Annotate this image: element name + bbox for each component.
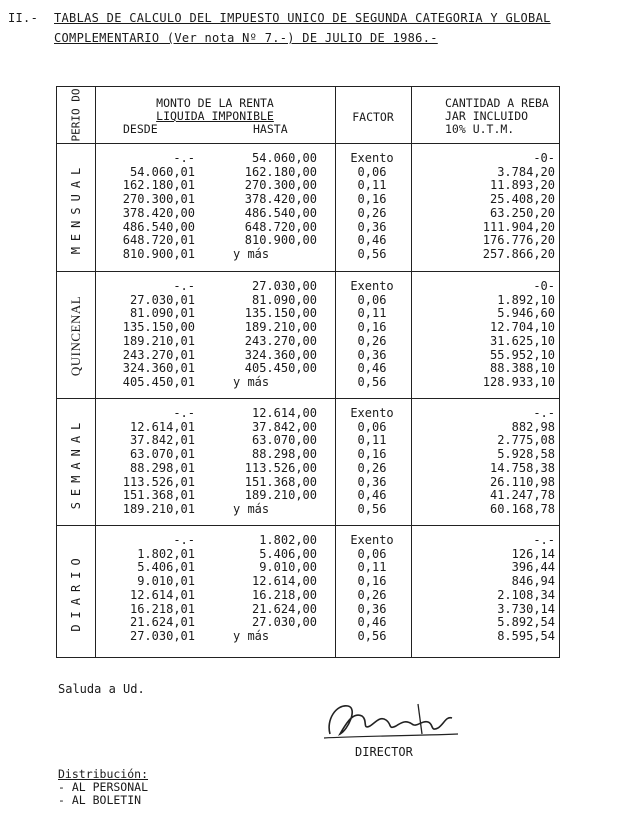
- cell-desde: 21.624,01: [129, 615, 195, 630]
- section-label: [57, 145, 95, 271]
- cell-factor: Exento: [350, 279, 394, 293]
- tax-table: [56, 86, 560, 658]
- cell-desde: 27.030,01: [129, 628, 195, 643]
- cell-cantidad: 257.866,20: [482, 246, 555, 261]
- cell-factor: 0,16: [357, 574, 387, 589]
- cell-factor: 0,36: [357, 219, 387, 234]
- cell-desde: 63.070,01: [129, 447, 195, 462]
- heading-line-1: [8, 8, 626, 28]
- cell-hasta: 81.090,00: [251, 292, 317, 307]
- cell-factor: 0,11: [357, 306, 387, 321]
- header-desde: DESDE: [123, 122, 158, 136]
- header-hasta: HASTA: [253, 122, 288, 136]
- cell-cantidad: 5.892,54: [497, 615, 555, 630]
- cell-cantidad: 5.946,60: [497, 306, 555, 321]
- cell-desde: 189.210,01: [122, 501, 195, 516]
- header-cantidad-line-1: CANTIDAD A REBA: [445, 96, 549, 110]
- cell-factor: 0,16: [357, 447, 387, 462]
- cell-cantidad: 176.776,20: [482, 233, 555, 248]
- cell-cantidad: 2.775,08: [497, 433, 555, 448]
- cell-cantidad: 1.892,10: [497, 292, 555, 307]
- cell-factor: 0,16: [357, 192, 387, 207]
- cell-desde: 324.360,01: [122, 361, 195, 376]
- cell-desde: -.-: [173, 279, 195, 293]
- divider-factor: [411, 87, 412, 657]
- cell-factor: 0,36: [357, 347, 387, 362]
- cell-hasta: 12.614,00: [251, 574, 317, 589]
- cell-hasta: 405.450,00: [244, 361, 317, 376]
- handwritten-signature: [318, 690, 468, 746]
- cell-factor: 0,46: [357, 615, 387, 630]
- header-periodo: [57, 87, 95, 143]
- cell-factor: 0,16: [357, 320, 387, 335]
- cell-cantidad: 111.904,20: [482, 219, 555, 234]
- distribution: [58, 768, 148, 807]
- cell-factor: 0,06: [357, 292, 387, 307]
- header-cantidad-line-3: 10% U.T.M.: [445, 122, 515, 136]
- header-cantidad: [411, 97, 561, 136]
- section-label-text: MENSUAL: [69, 161, 83, 255]
- cell-hasta: 189.210,00: [244, 320, 317, 335]
- cell-cantidad: 25.408,20: [489, 192, 555, 207]
- cell-hasta: 5.406,00: [259, 546, 317, 561]
- greeting: Saluda a Ud.: [58, 682, 145, 696]
- cell-hasta: 21.624,00: [251, 601, 317, 616]
- cell-factor: 0,56: [357, 246, 387, 261]
- cell-hasta: 16.218,00: [251, 587, 317, 602]
- cell-hasta: 37.842,00: [251, 419, 317, 434]
- cell-hasta: 135.150,00: [244, 306, 317, 321]
- cell-desde: 12.614,01: [129, 419, 195, 434]
- distribution-item: - AL PERSONAL: [58, 780, 149, 794]
- cell-hasta: 151.368,00: [244, 474, 317, 489]
- distribution-item: - AL BOLETIN: [58, 793, 142, 807]
- section-label-text: QUINCENAL: [68, 295, 83, 376]
- cell-desde: 486.540,00: [122, 219, 195, 234]
- cell-cantidad: 3.730,14: [497, 601, 555, 616]
- cell-hasta: 1.802,00: [259, 533, 317, 547]
- cell-cantidad: 882,98: [511, 419, 555, 434]
- cell-factor: Exento: [350, 406, 394, 420]
- cell-factor: 0,46: [357, 361, 387, 376]
- section-label-text: DIARIO: [69, 552, 83, 632]
- cell-cantidad: 41.247,78: [489, 488, 555, 503]
- cell-desde: 54.060,01: [129, 164, 195, 179]
- header-monto: [95, 97, 335, 136]
- cell-cantidad: 126,14: [511, 546, 555, 561]
- cell-desde: 9.010,01: [137, 574, 195, 589]
- cell-desde: -.-: [173, 151, 195, 165]
- cell-hasta: y más: [233, 374, 270, 389]
- cell-factor: Exento: [350, 151, 394, 165]
- cell-hasta: 270.300,00: [244, 178, 317, 193]
- cell-hasta: y más: [233, 246, 270, 261]
- cell-desde: 405.450,01: [122, 374, 195, 389]
- cell-hasta: 486.540,00: [244, 205, 317, 220]
- cell-hasta: 189.210,00: [244, 488, 317, 503]
- cell-factor: 0,56: [357, 501, 387, 516]
- cell-cantidad: 88.388,10: [489, 361, 555, 376]
- cell-factor: 0,11: [357, 560, 387, 575]
- cell-factor: 0,26: [357, 333, 387, 348]
- cell-factor: 0,06: [357, 164, 387, 179]
- header-desde-hasta: [95, 123, 335, 136]
- cell-factor: 0,26: [357, 460, 387, 475]
- cell-cantidad: 128.933,10: [482, 374, 555, 389]
- heading-title-line-1: TABLAS DE CALCULO DEL IMPUESTO UNICO DE SEGUNDA CATEGORIA Y GLOBAL: [54, 11, 551, 25]
- cell-hasta: 378.420,00: [244, 192, 317, 207]
- document-heading: [8, 8, 626, 48]
- cell-cantidad: 2.108,34: [497, 587, 555, 602]
- cell-cantidad: 63.250,20: [489, 205, 555, 220]
- cell-desde: 113.526,01: [122, 474, 195, 489]
- section-label-text: SEMANAL: [69, 416, 83, 509]
- cell-hasta: 27.030,00: [251, 279, 317, 293]
- cell-hasta: 113.526,00: [244, 460, 317, 475]
- cell-hasta: 324.360,00: [244, 347, 317, 362]
- cell-desde: 12.614,01: [129, 587, 195, 602]
- cell-desde: 810.900,01: [122, 246, 195, 261]
- section-label: [57, 400, 95, 525]
- section-label: [57, 527, 95, 657]
- header-cantidad-line-2: JAR INCLUIDO: [445, 109, 529, 123]
- cell-desde: 81.090,01: [129, 306, 195, 321]
- cell-desde: 162.180,01: [122, 178, 195, 193]
- section-number: II.-: [8, 11, 39, 25]
- cell-factor: 0,26: [357, 587, 387, 602]
- cell-hasta: 243.270,00: [244, 333, 317, 348]
- header-periodo-label: PERIO DO: [69, 88, 83, 142]
- cell-hasta: y más: [233, 501, 270, 516]
- cell-cantidad: 55.952,10: [489, 347, 555, 362]
- cell-hasta: 648.720,00: [244, 219, 317, 234]
- cell-desde: -.-: [173, 406, 195, 420]
- cell-desde: 88.298,01: [129, 460, 195, 475]
- cell-factor: 0,06: [357, 419, 387, 434]
- cell-factor: 0,46: [357, 233, 387, 248]
- cell-desde: 37.842,01: [129, 433, 195, 448]
- cell-hasta: 9.010,00: [259, 560, 317, 575]
- cell-desde: 135.150,00: [122, 320, 195, 335]
- cell-cantidad: 846,94: [511, 574, 555, 589]
- cell-desde: 378.420,00: [122, 205, 195, 220]
- divider-section-2: [57, 398, 559, 399]
- cell-factor: 0,56: [357, 374, 387, 389]
- cell-hasta: 54.060,00: [251, 151, 317, 165]
- cell-desde: 270.300,01: [122, 192, 195, 207]
- cell-cantidad: -.-: [533, 406, 555, 420]
- divider-header: [57, 143, 559, 144]
- cell-factor: 0,56: [357, 628, 387, 643]
- cell-hasta: 63.070,00: [251, 433, 317, 448]
- cell-desde: 5.406,01: [137, 560, 195, 575]
- cell-cantidad: -0-: [533, 279, 555, 293]
- cell-desde: 27.030,01: [129, 292, 195, 307]
- cell-hasta: 810.900,00: [244, 233, 317, 248]
- cell-factor: 0,11: [357, 433, 387, 448]
- cell-desde: 151.368,01: [122, 488, 195, 503]
- cell-desde: 16.218,01: [129, 601, 195, 616]
- cell-cantidad: 11.893,20: [489, 178, 555, 193]
- cell-cantidad: 60.168,78: [489, 501, 555, 516]
- cell-cantidad: 5.928,58: [497, 447, 555, 462]
- cell-desde: 648.720,01: [122, 233, 195, 248]
- cell-cantidad: 8.595,54: [497, 628, 555, 643]
- cell-factor: Exento: [350, 533, 394, 547]
- cell-hasta: 162.180,00: [244, 164, 317, 179]
- cell-cantidad: -0-: [533, 151, 555, 165]
- header-factor: FACTOR: [352, 110, 394, 124]
- cell-factor: 0,36: [357, 601, 387, 616]
- cell-desde: 1.802,01: [137, 546, 195, 561]
- cell-factor: 0,36: [357, 474, 387, 489]
- cell-hasta: 12.614,00: [251, 406, 317, 420]
- cell-cantidad: 3.784,20: [497, 164, 555, 179]
- divider-section-3: [57, 525, 559, 526]
- header-monto-line-1: MONTO DE LA RENTA: [156, 96, 274, 110]
- cell-cantidad: -.-: [533, 533, 555, 547]
- section-label: [57, 273, 95, 398]
- cell-hasta: 27.030,00: [251, 615, 317, 630]
- cell-factor: 0,26: [357, 205, 387, 220]
- cell-factor: 0,11: [357, 178, 387, 193]
- cell-hasta: 88.298,00: [251, 447, 317, 462]
- cell-hasta: y más: [233, 628, 270, 643]
- signer-title: DIRECTOR: [355, 745, 413, 759]
- cell-factor: 0,46: [357, 488, 387, 503]
- cell-desde: 189.210,01: [122, 333, 195, 348]
- cell-desde: 243.270,01: [122, 347, 195, 362]
- cell-cantidad: 31.625,10: [489, 333, 555, 348]
- cell-cantidad: 12.704,10: [489, 320, 555, 335]
- divider-monto: [335, 87, 336, 657]
- distribution-title: Distribución:: [58, 767, 149, 781]
- header-monto-line-2: LIQUIDA IMPONIBLE: [156, 109, 274, 123]
- cell-cantidad: 396,44: [511, 560, 555, 575]
- divider-section-1: [57, 271, 559, 272]
- cell-cantidad: 14.758,38: [489, 460, 555, 475]
- cell-desde: -.-: [173, 533, 195, 547]
- cell-factor: 0,06: [357, 546, 387, 561]
- heading-line-2: [8, 28, 626, 48]
- heading-title-line-2: COMPLEMENTARIO (Ver nota Nº 7.-) DE JULIO DE 1986.-: [54, 31, 438, 45]
- cell-cantidad: 26.110,98: [489, 474, 555, 489]
